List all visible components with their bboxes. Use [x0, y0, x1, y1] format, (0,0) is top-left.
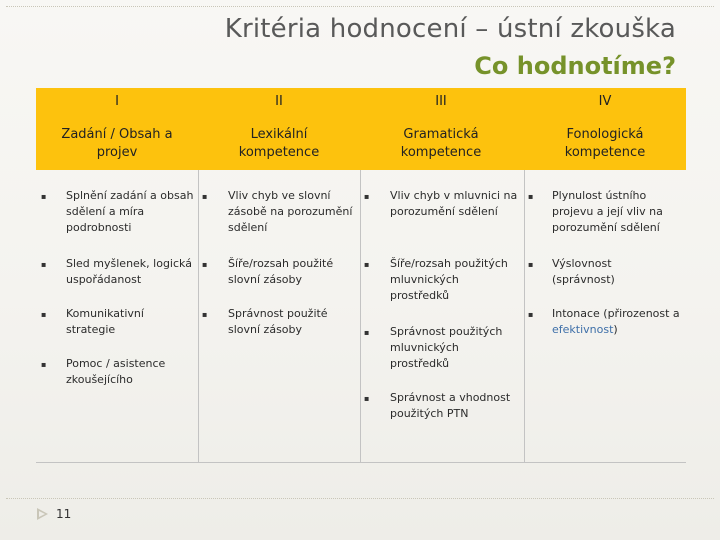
slide-bottom-frame	[6, 498, 714, 499]
bullet-icon: ▪	[41, 310, 47, 319]
bullet-icon: ▪	[41, 360, 47, 369]
column-name-3: Gramatická kompetence	[400, 127, 482, 160]
effectiveness-highlight: efektivnost	[552, 323, 614, 336]
criterion-item: Vliv chyb v mluvnici na porozumění sdělení	[390, 189, 518, 218]
column-divider	[198, 170, 199, 462]
column-name-4: Fonologická kompetence	[564, 127, 646, 160]
intonation-text: Intonace (přirozenost a	[552, 307, 680, 320]
column-roman-3: III	[435, 94, 447, 109]
bullet-icon: ▪	[202, 310, 208, 319]
column-roman-1: I	[115, 94, 119, 109]
criterion-item: Šíře/rozsah použité slovní zásoby	[228, 257, 334, 286]
column-name-2: Lexikální kompetence	[238, 127, 320, 160]
column-roman-4: IV	[598, 94, 612, 109]
bullet-icon: ▪	[41, 260, 47, 269]
bullet-icon: ▪	[528, 310, 534, 319]
bullet-icon: ▪	[528, 192, 534, 201]
criterion-item: Šíře/rozsah použitých mluvnických prostředků	[390, 257, 508, 302]
bullet-icon: ▪	[364, 328, 370, 337]
criteria-table	[36, 88, 686, 462]
criterion-item: Sled myšlenek, logická uspořádanost	[66, 257, 192, 286]
criterion-item: Správnost použitých mluvnických prostředků	[390, 325, 503, 370]
criterion-item: Splnění zadání a obsah sdělení a míra podrobnosti	[66, 189, 194, 234]
slide-title: Kritéria hodnocení – ústní zkouška	[224, 14, 676, 44]
table-bottom-border	[36, 462, 686, 463]
column-roman-2: II	[275, 94, 283, 109]
bullet-icon: ▪	[202, 192, 208, 201]
slide-subtitle: Co hodnotíme?	[474, 52, 676, 80]
page-number: 11	[56, 507, 72, 521]
bullet-icon: ▪	[364, 394, 370, 403]
play-arrow-icon	[36, 506, 50, 525]
criterion-item: Správnost použité slovní zásoby	[228, 307, 328, 336]
criterion-item: Komunikativní strategie	[66, 307, 144, 336]
criterion-item: Výslovnost (správnost)	[552, 257, 615, 286]
bullet-icon: ▪	[202, 260, 208, 269]
criterion-item: Vliv chyb ve slovní zásobě na porozumění sdělení	[228, 189, 353, 234]
bullet-icon: ▪	[528, 260, 534, 269]
column-name-1: Zadání / Obsah a projev	[61, 127, 173, 160]
criterion-item: Pomoc / asistence zkoušejícího	[66, 357, 166, 386]
bullet-icon: ▪	[364, 192, 370, 201]
criterion-item: Plynulost ústního projevu a její vliv na porozumění sdělení	[552, 189, 663, 234]
column-divider	[524, 170, 525, 462]
column-divider	[360, 170, 361, 462]
bullet-icon: ▪	[364, 260, 370, 269]
criterion-item: Správnost a vhodnost použitých PTN	[390, 391, 511, 420]
bullet-icon: ▪	[41, 192, 47, 201]
criterion-item	[552, 306, 684, 338]
closing-paren: )	[613, 323, 618, 336]
